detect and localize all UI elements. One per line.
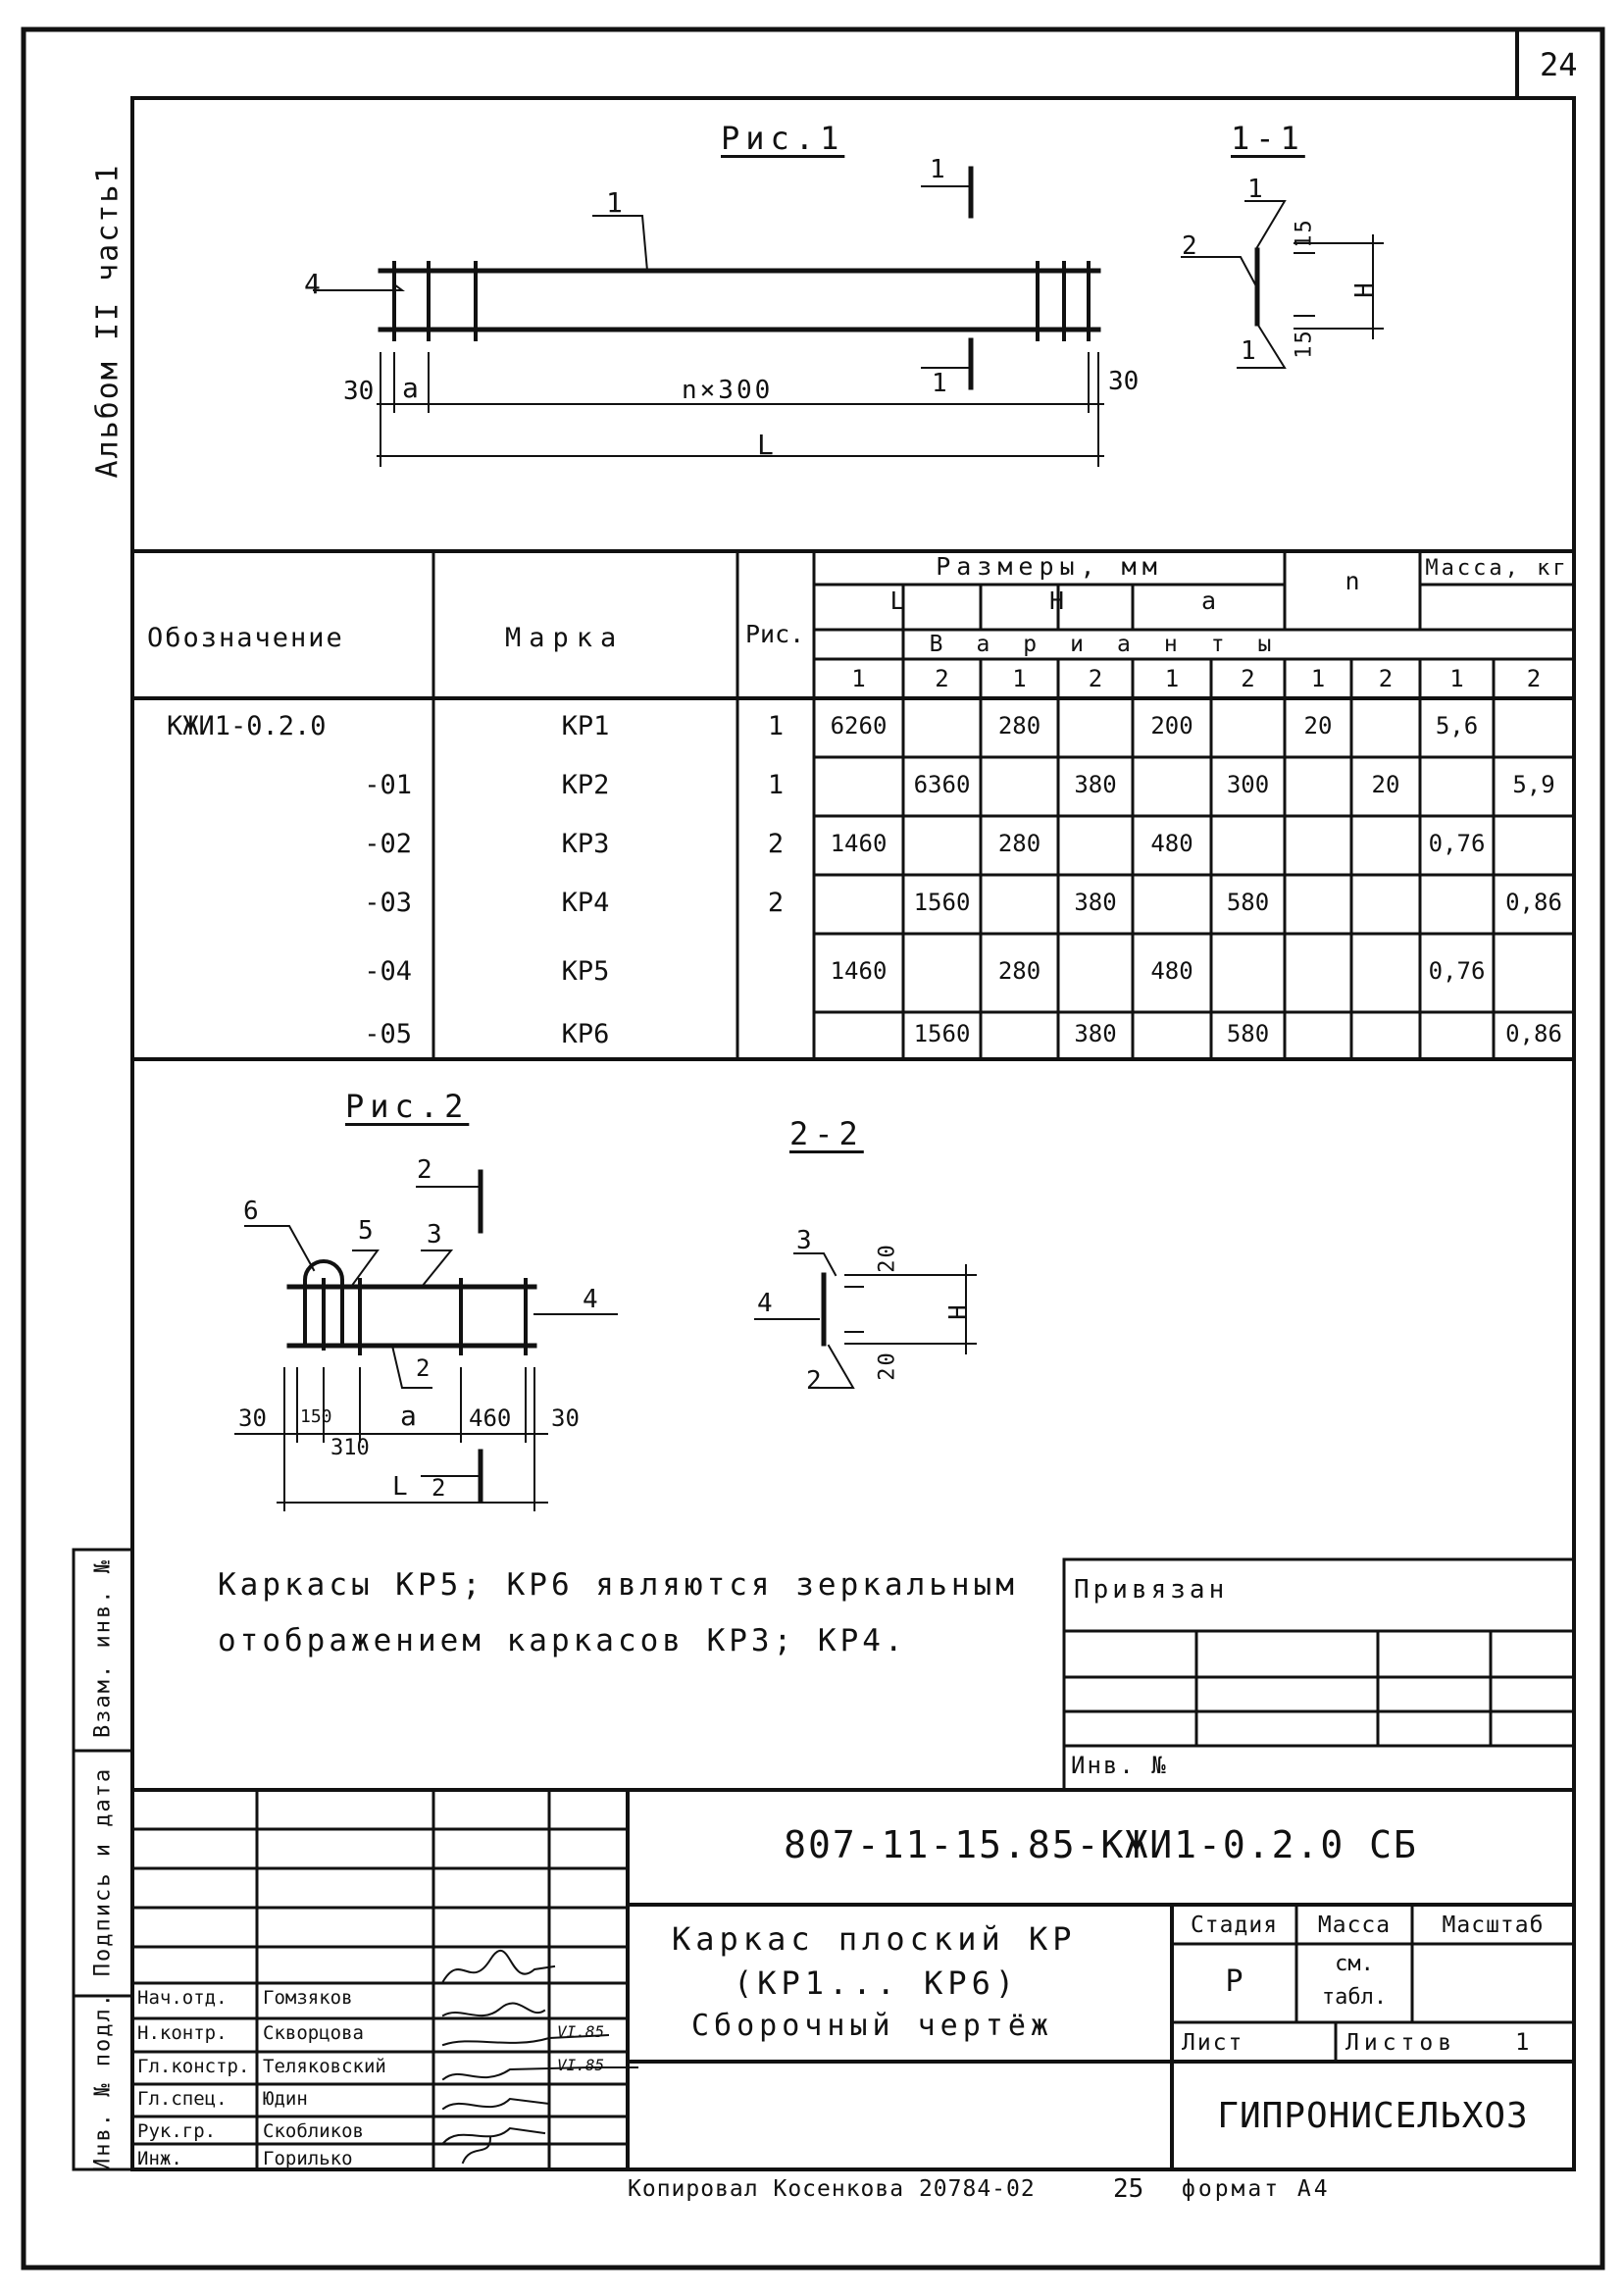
signatory-role: Рук.гр. [137,2120,217,2142]
table-cell-value: 5,6 [1435,712,1479,740]
fig1-dim-30-left: 30 [343,377,375,406]
table-cell-mark: КР2 [561,769,610,800]
table-header-mark: Марка [505,623,625,653]
fig2-callout-6: 6 [243,1197,259,1226]
table-cell-value: 1560 [913,1020,971,1047]
section-2-2-title: 2-2 [789,1115,864,1152]
signatory-role: Н.контр. [137,2022,228,2044]
table-cell-value: 480 [1150,830,1193,857]
sec22-dim-20-bottom: 20 [875,1351,900,1381]
stamp-stage-value: Р [1225,1964,1243,1999]
sec11-dim-H: H [1350,280,1380,298]
fig1-dim-30-right: 30 [1108,367,1140,396]
fig1-dim-L: L [757,429,774,461]
stamp-sheet-label: Лист [1182,2030,1244,2056]
table-cell-fig: 2 [767,887,785,918]
fig2-dim-30-left: 30 [238,1404,267,1432]
table-cell-value: 280 [997,830,1041,857]
table-cell-value: 580 [1226,889,1270,916]
margin-signature-date: Подпись и дата [90,1766,116,1977]
note-line-2: отображением каркасов КР3; КР4. [218,1623,907,1658]
sec11-callout-2: 2 [1182,231,1197,261]
table-cell-value: 6360 [913,771,971,798]
table-cell-value: 200 [1150,712,1193,740]
fig2-section-mark-top: 2 [417,1155,432,1185]
table-cell-designation: -02 [364,828,412,859]
table-cell-fig: 1 [767,710,785,741]
signatory-name: Скворцова [263,2022,364,2044]
doc-code: 807-11-15.85-КЖИ1-0.2.0 СБ [784,1823,1418,1866]
table-cell-value: 280 [997,957,1041,985]
fig2-dim-a: a [400,1400,417,1432]
table-cell-value: 0,76 [1428,957,1486,985]
table-cell-designation: -03 [364,887,412,918]
table-header-a: a [1200,586,1217,615]
note-line-1: Каркасы КР5; КР6 являются зеркальным [218,1567,1018,1603]
signatory-role: Гл.спец. [137,2088,228,2110]
fig2-dim-L: L [392,1472,408,1502]
table-cell-value: 0,76 [1428,830,1486,857]
margin-replace-inv: Взам. инв. № [90,1558,116,1738]
table-cell-value: 1560 [913,889,971,916]
table-cell-designation: -01 [364,769,412,800]
binding-title: Привязан [1074,1575,1229,1605]
stamp-stage-label: Стадия [1190,1912,1279,1938]
stamp-mass-label: Масса [1317,1912,1392,1938]
table-cell-value: 6260 [830,712,888,740]
table-cell-mark: КР5 [561,955,610,987]
signatory-name: Теляковский [263,2056,386,2077]
table-cell-value: 20 [1303,712,1333,740]
album-label: Альбом II часть1 [90,163,126,479]
fig2-callout-2-inner: 2 [416,1354,431,1382]
table-variant-number: 2 [1241,665,1255,692]
table-cell-value: 1460 [830,830,888,857]
table-cell-value: 380 [1074,889,1117,916]
fig2-callout-4: 4 [583,1285,598,1314]
table-cell-value: 300 [1226,771,1270,798]
signatory-name: Юдин [263,2088,308,2110]
fig1-title: Рис.1 [721,120,845,157]
table-cell-value: 480 [1150,957,1193,985]
table-variant-number: 1 [1310,665,1326,692]
signatory-role: Инж. [137,2148,182,2169]
signatory-role: Гл.констр. [137,2056,250,2077]
fig2-dim-460: 460 [469,1404,512,1432]
table-header-designation: Обозначение [147,623,344,653]
stamp-mass-value-1: см. [1335,1952,1374,1976]
fig1-callout-1: 1 [606,186,623,219]
table-variant-number: 2 [1378,665,1394,692]
table-cell-designation: КЖИ1-0.2.0 [167,710,327,741]
footer-format: формат А4 [1182,2176,1331,2202]
section-2-2-drawing [755,1253,976,1388]
stamp-scale-label: Масштаб [1442,1912,1545,1938]
sec22-callout-3: 3 [796,1226,812,1255]
fig2-callout-5: 5 [358,1216,374,1246]
table-header-fig: Рис. [745,620,805,648]
signatory-role: Нач.отд. [137,1987,228,2009]
table-header-L: L [889,586,905,615]
table-variant-number: 2 [1526,665,1542,692]
signatory-name: Скобликов [263,2120,364,2142]
table-header-H: H [1048,586,1065,615]
sec22-callout-2: 2 [806,1366,822,1396]
stamp-title-line-1: Каркас плоский КР [672,1920,1077,1958]
stamp-title-line-3: Сборочный чертёж [691,2009,1053,2043]
table-cell-value: 280 [997,712,1041,740]
table-cell-value: 0,86 [1505,1020,1562,1047]
fig2-dim-150: 150 [300,1406,332,1427]
table-cell-mark: КР1 [561,710,610,741]
table-variant-number: 1 [851,665,866,692]
table-variant-number: 1 [1164,665,1180,692]
signatory-date: VI.85 [557,2022,605,2041]
table-header-n: n [1345,567,1360,595]
stamp-sheets-label: Листов [1345,2030,1457,2056]
table-header-mass: Масса, кг [1425,556,1569,581]
fig1-callout-4: 4 [304,268,321,300]
stamp-sheets-value: 1 [1515,2028,1530,2056]
sec11-dim-15-top: 15 [1292,218,1317,248]
fig2-section-mark-bottom: 2 [431,1474,446,1502]
table-variant-number: 1 [1449,665,1464,692]
table-cell-designation: -04 [364,955,412,987]
table-cell-value: 1460 [830,957,888,985]
table-cell-mark: КР3 [561,828,610,859]
table-cell-mark: КР6 [561,1018,610,1049]
table-variant-number: 2 [935,665,949,692]
sec11-callout-1-bottom: 1 [1241,336,1256,366]
stamp-title-line-2: (КР1... КР6) [734,1964,1020,2002]
fig1-section-mark-bottom: 1 [932,369,947,398]
signatory-name: Гомзяков [263,1987,353,2009]
sheet-number: 24 [1540,46,1578,83]
signatory-name: Горилько [263,2148,353,2169]
sec22-dim-H: H [944,1302,974,1320]
table-header-variants: Варианты [929,632,1305,657]
footer-sheet-no: 25 [1113,2174,1144,2204]
table-cell-fig: 2 [767,828,785,859]
table-cell-value: 380 [1074,771,1117,798]
sec22-dim-20-top: 20 [875,1243,900,1273]
table-cell-value: 580 [1226,1020,1270,1047]
table-cell-value: 20 [1371,771,1400,798]
fig1-section-mark-top: 1 [930,155,945,184]
fig1-dim-a: a [402,372,419,404]
stamp-mass-value-2: табл. [1321,1985,1388,2010]
table-cell-designation: -05 [364,1018,412,1049]
fig2-title: Рис.2 [345,1088,470,1125]
sec22-callout-4: 4 [757,1289,773,1318]
fig2-dim-310: 310 [330,1436,370,1460]
stamp-organization: ГИПРОНИСЕЛЬХОЗ [1217,2096,1529,2136]
table-variant-number: 2 [1088,665,1103,692]
binding-inv-label: Инв. № [1071,1752,1168,1779]
sec11-dim-15-bottom: 15 [1292,329,1317,359]
fig1-dim-n300: n×300 [682,376,774,405]
signatory-date: VI.85 [557,2056,605,2074]
table-cell-value: 5,9 [1512,771,1555,798]
table-header-sizes: Размеры, мм [936,552,1163,581]
sec11-callout-1-top: 1 [1247,175,1263,204]
table-cell-value: 0,86 [1505,889,1562,916]
margin-original-inv: Инв. № подл. [90,1992,116,2171]
fig2-dim-30-right: 30 [551,1404,580,1432]
fig2-callout-3: 3 [427,1220,442,1250]
footer-copied: Копировал Косенкова 20784-02 [628,2176,1036,2202]
table-cell-mark: КР4 [561,887,610,918]
fig1-frame-drawing [314,169,1103,466]
table-variant-number: 1 [1012,665,1027,692]
table-cell-value: 380 [1074,1020,1117,1047]
section-1-1-title: 1-1 [1231,120,1305,157]
table-cell-fig: 1 [767,769,785,800]
